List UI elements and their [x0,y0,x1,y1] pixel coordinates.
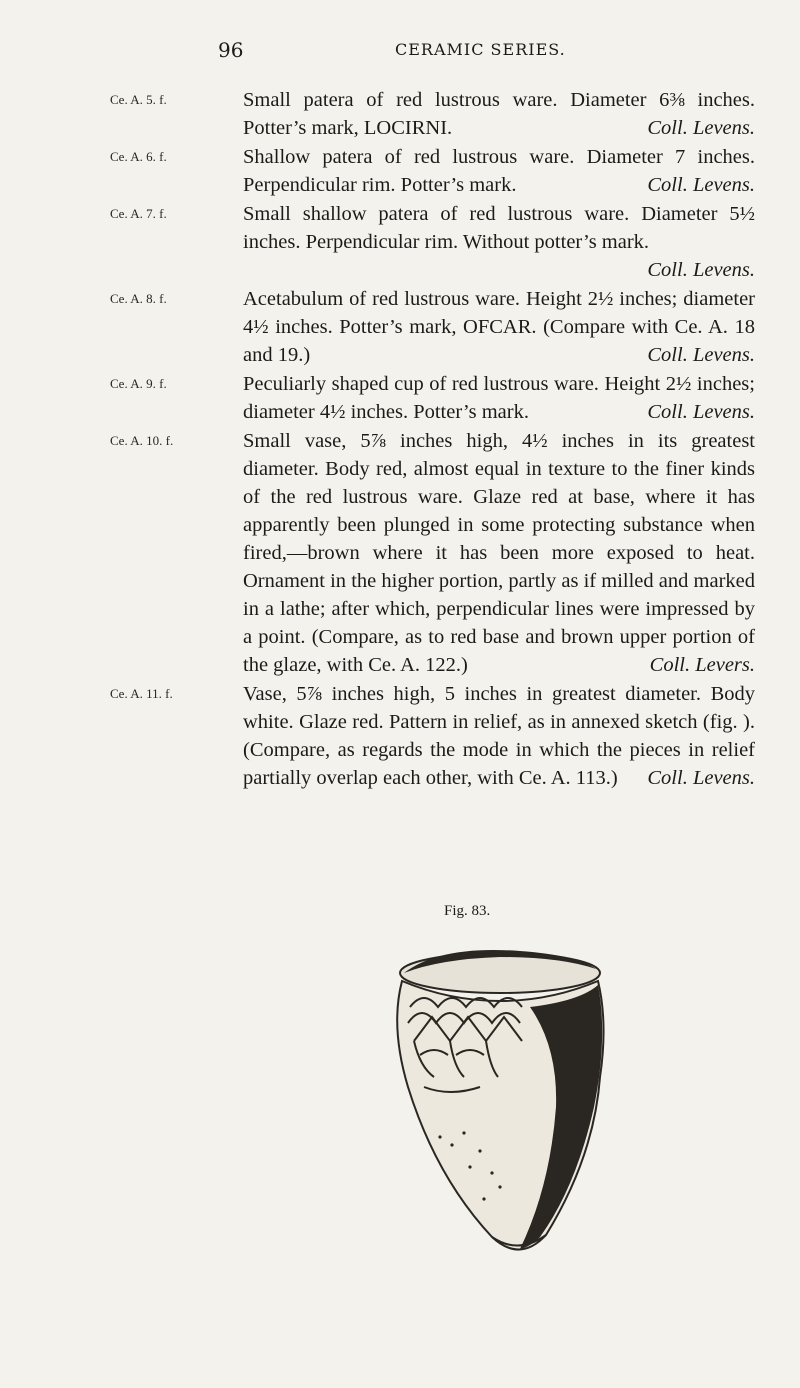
collection-credit: Coll. Levens. [647,117,755,139]
catalogue-number: Ce. A. 8. f. [110,291,167,306]
collection-credit: Coll. Levens. [647,767,755,789]
catalogue-entry [0,86,800,142]
figure-caption: Fig. 83. [444,903,491,919]
catalogue-number: Ce. A. 10. f. [110,433,174,448]
catalogue-entry [0,285,800,369]
catalogue-number: Ce. A. 5. f. [110,92,167,107]
entry-text: Acetabulum of red lustrous ware. Height 2½ inches; diameter 4½ inches. Potter’s mark, OFCAR. (Compare with Ce. A. 18 and 19.) [243,288,755,366]
entry-text: Small patera of red lustrous ware. Diameter 6⅜ inches. Potter’s mark, LOCIRNI. [243,89,755,139]
catalogue-entry [0,200,800,284]
catalogue-entry [0,143,800,199]
page-number: 96 [218,38,244,62]
entry-description [243,370,755,426]
entry-description [243,427,755,679]
entry-text: Vase, 5⅞ inches high, 5 inches in greatest diameter. Body white. Glaze red. Pattern in relief, as in annexed sketch (fig. ). (Compare, as regards the mode in which the pieces in relief partially overlap each other, with Ce. A. 113.) [243,683,755,789]
catalogue-entries [0,86,800,793]
vase-illustration [380,937,620,1267]
catalogue-entry [0,680,800,792]
entry-text: Small vase, 5⅞ inches high, 4½ inches in its greatest diameter. Body red, almost equal in texture to the finer kinds of the red lustrous ware. Glaze red at base, where it has apparently been plunged in some protecting substance when fired,—brown where it has been more exposed to heat. Ornament in the higher portion, partly as if milled and marked in a lathe; after which, perpendicular lines were impressed by a point. (Compare, as to red base and brown upper portion of the glaze, with Ce. A. 122.) [243,430,755,676]
entry-text: Small shallow patera of red lustrous ware. Diameter 5½ inches. Perpendicular rim. Without potter’s mark. [243,203,755,253]
collection-credit: Coll. Levens. [647,401,755,423]
entry-text: Shallow patera of red lustrous ware. Diameter 7 inches. Perpendicular rim. Potter’s mark. [243,146,755,196]
entry-description [243,86,755,142]
catalogue-number: Ce. A. 9. f. [110,376,167,391]
entry-description [243,285,755,369]
collection-credit: Coll. Levens. [647,174,755,196]
collection-credit: Coll. Levens. [647,344,755,366]
catalogue-entry [0,427,800,679]
catalogue-number: Ce. A. 11. f. [110,686,173,701]
catalogue-number: Ce. A. 6. f. [110,149,167,164]
catalogue-number: Ce. A. 7. f. [110,206,167,221]
collection-credit: Coll. Levens. [647,259,755,281]
collection-credit: Coll. Levers. [649,654,755,676]
entry-text: Peculiarly shaped cup of red lustrous ware. Height 2½ inches; diameter 4½ inches. Potter’s mark. [243,373,755,423]
catalogue-entry [0,370,800,426]
entry-description [243,200,755,284]
page-header [0,38,800,62]
entry-description [243,680,755,792]
entry-description [243,143,755,199]
running-head: CERAMIC SERIES. [395,40,566,59]
